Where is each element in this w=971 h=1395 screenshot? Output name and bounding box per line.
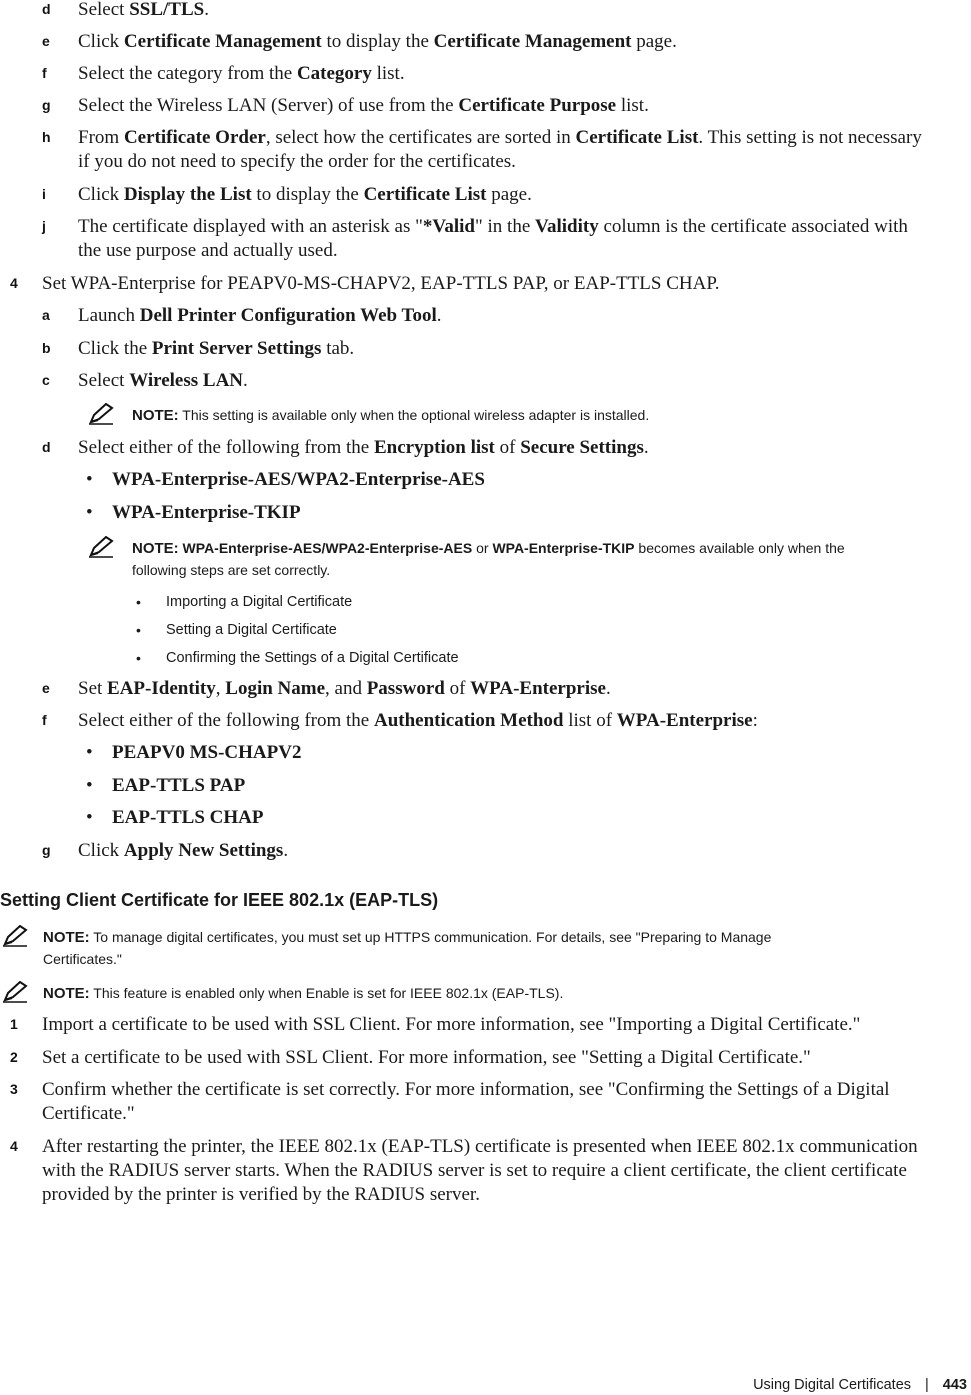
note-pencil-icon: [88, 403, 114, 425]
step-4c-text: Select Wireless LAN.: [78, 370, 248, 391]
step-number: 4: [10, 275, 18, 291]
note-wpa-enterprise: NOTE: WPA-Enterprise-AES/WPA2-Enterprise-AES or WPA-Enterprise-TKIP becomes available only when the: [132, 540, 845, 557]
bullet-dot: •: [136, 622, 141, 638]
bullet-dot: •: [86, 807, 93, 828]
footer-separator: |: [925, 1377, 929, 1393]
step-3g-text: Select the Wireless LAN (Server) of use from the Certificate Purpose list.: [78, 95, 649, 116]
note-list-item: Importing a Digital Certificate: [166, 594, 353, 610]
option-wpa-enterprise-aes: WPA-Enterprise-AES/WPA2-Enterprise-AES: [112, 469, 485, 490]
step-3j-text: The certificate displayed with an asterisk as "*Valid" in the Validity column is the certificate associated with: [78, 216, 908, 237]
note-eap-tls: NOTE: This feature is enabled only when Enable is set for IEEE 802.1x (EAP-TLS).: [43, 985, 564, 1002]
step-4e-text: Set EAP-Identity, Login Name, and Password of WPA-Enterprise.: [78, 678, 611, 699]
step-3e-text: Click Certificate Management to display the Certificate Management page.: [78, 31, 677, 52]
section-step-4-text: After restarting the printer, the IEEE 802.1x (EAP-TLS) certificate is presented when IEEE 802.1x communication: [42, 1136, 918, 1157]
step-3h-text-line2: if you do not need to specify the order for the certificates.: [78, 151, 516, 172]
step-3d-text: Select SSL/TLS.: [78, 0, 209, 20]
step-label: j: [42, 218, 46, 234]
section-step-4-text-line3: provided by the printer is verified by the RADIUS server.: [42, 1184, 480, 1205]
bullet-dot: •: [86, 469, 93, 490]
step-4a-text: Launch Dell Printer Configuration Web Tool.: [78, 305, 442, 326]
bullet-dot: •: [86, 742, 93, 763]
step-3f-text: Select the category from the Category list.: [78, 63, 405, 84]
step-number: 3: [10, 1081, 18, 1097]
step-label: b: [42, 340, 51, 356]
step-label: c: [42, 372, 50, 388]
page-footer: [753, 1375, 967, 1395]
note-pencil-icon: [88, 536, 114, 558]
page-number: 443: [942, 1377, 967, 1393]
step-3i-text: Click Display the List to display the Certificate List page.: [78, 184, 532, 205]
step-4d-text: Select either of the following from the Encryption list of Secure Settings.: [78, 437, 649, 458]
footer-chapter: Using Digital Certificates: [753, 1377, 912, 1393]
step-label: h: [42, 129, 51, 145]
step-number: 2: [10, 1049, 18, 1065]
bullet-dot: •: [136, 594, 141, 610]
note-list-item: Setting a Digital Certificate: [166, 622, 337, 638]
step-label: g: [42, 97, 51, 113]
section-heading: Setting Client Certificate for IEEE 802.1x (EAP-TLS): [0, 890, 439, 910]
option-wpa-enterprise-tkip: WPA-Enterprise-TKIP: [112, 502, 301, 523]
step-number: 4: [10, 1138, 18, 1154]
note-wpa-enterprise-line2: following steps are set correctly.: [132, 562, 331, 578]
step-label: a: [42, 307, 50, 323]
step-label: d: [42, 439, 51, 455]
step-4b-text: Click the Print Server Settings tab.: [78, 338, 355, 359]
step-label: f: [42, 712, 47, 728]
step-4-text: Set WPA-Enterprise for PEAPV0-MS-CHAPV2, EAP-TTLS PAP, or EAP-TTLS CHAP.: [42, 273, 720, 294]
section-step-1-text: Import a certificate to be used with SSL Client. For more information, see "Importing a Digital Certificate.": [42, 1014, 861, 1035]
step-number: 1: [10, 1016, 18, 1032]
bullet-dot: •: [86, 502, 93, 523]
step-3h-text: From Certificate Order, select how the certificates are sorted in Certificate List. This setting is not necessary: [78, 127, 922, 148]
step-label: i: [42, 186, 46, 202]
step-4f-text: Select either of the following from the Authentication Method list of WPA-Enterprise:: [78, 710, 758, 731]
section-step-2-text: Set a certificate to be used with SSL Client. For more information, see "Setting a Digital Certificate.": [42, 1047, 811, 1068]
step-label: e: [42, 33, 50, 49]
bullet-dot: •: [86, 775, 93, 796]
note-pencil-icon: [2, 981, 28, 1003]
note-pencil-icon: [2, 925, 28, 947]
step-label: e: [42, 680, 50, 696]
option-peapv0: PEAPV0 MS-CHAPV2: [112, 742, 302, 763]
step-label: d: [42, 1, 51, 17]
note-wireless-adapter: NOTE: This setting is available only when the optional wireless adapter is installed.: [132, 407, 650, 424]
bullet-dot: •: [136, 650, 141, 666]
step-4g-text: Click Apply New Settings.: [78, 840, 289, 861]
note-list-item: Confirming the Settings of a Digital Certificate: [166, 650, 459, 666]
note-https-line2: Certificates.": [43, 951, 122, 967]
section-step-4-text-line2: with the RADIUS server starts. When the RADIUS server is set to require a client certificate, the client certificate: [42, 1160, 907, 1181]
section-step-3-text-line2: Certificate.": [42, 1103, 135, 1124]
option-eap-ttls-pap: EAP-TTLS PAP: [112, 775, 246, 796]
note-https: NOTE: To manage digital certificates, you must set up HTTPS communication. For details, see "Preparing to Manage: [43, 929, 772, 946]
step-label: f: [42, 65, 47, 81]
step-label: g: [42, 842, 51, 858]
section-step-3-text: Confirm whether the certificate is set correctly. For more information, see "Confirming the Settings of a Digital: [42, 1079, 890, 1100]
option-eap-ttls-chap: EAP-TTLS CHAP: [112, 807, 264, 828]
step-3j-text-line2: the use purpose and actually used.: [78, 240, 338, 261]
